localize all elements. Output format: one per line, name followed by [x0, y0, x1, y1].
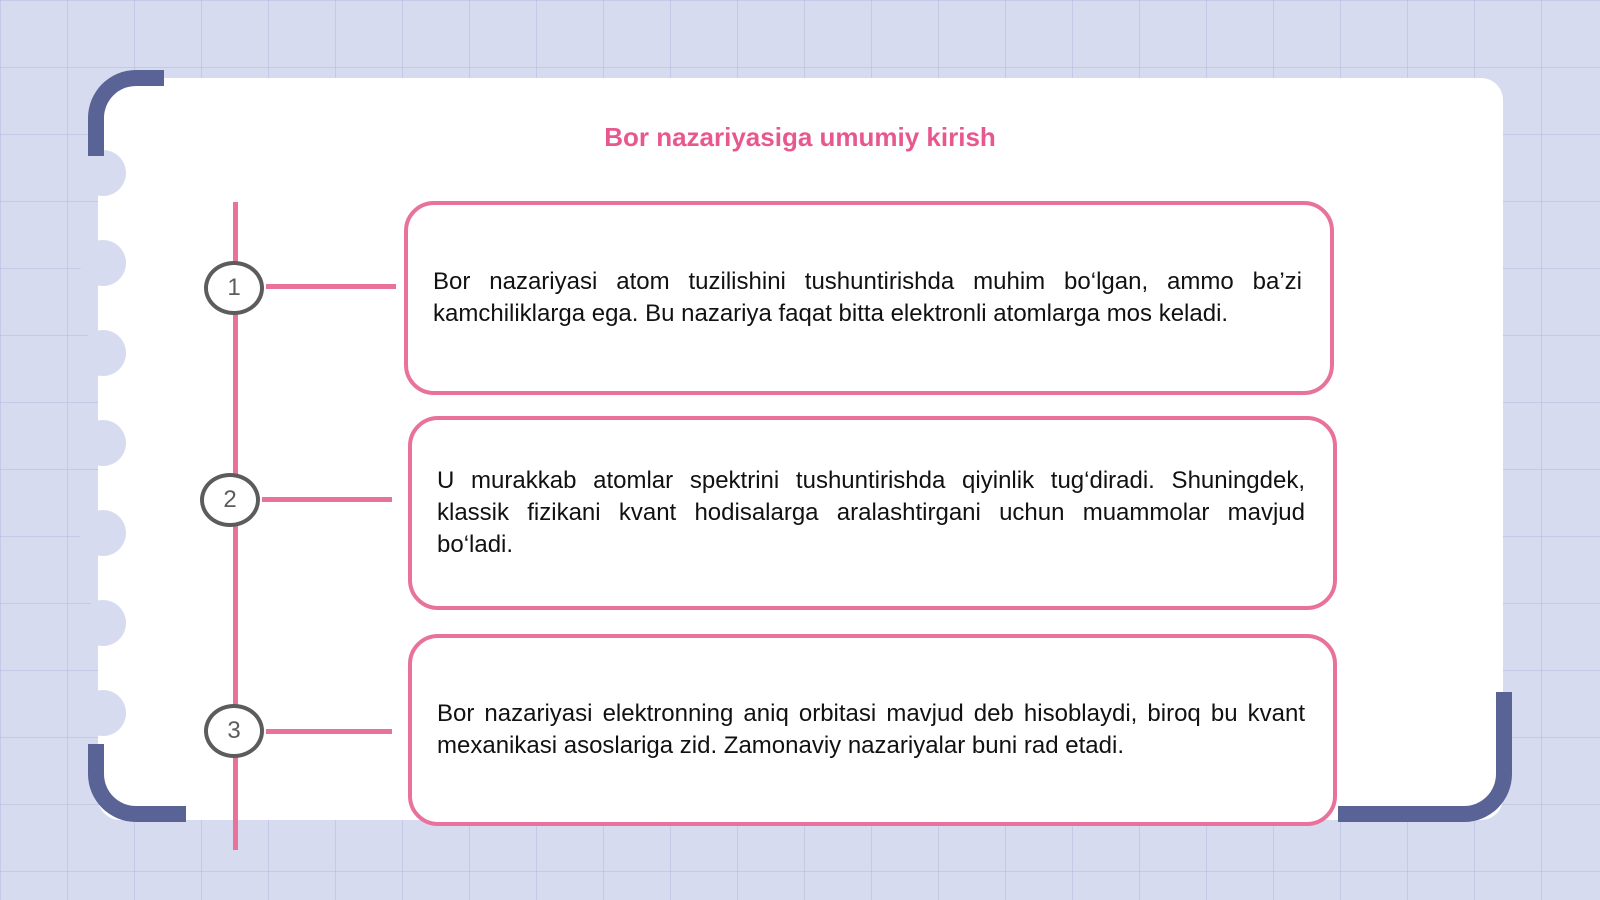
step-text: Bor nazariyasi elektronning aniq orbitasi mavjud deb hisoblaydi, biroq bu kvant mexanikasi asoslariga zid. Zamonaviy nazariyalar buni rad etadi.	[437, 700, 1305, 759]
corner-bracket-top-left	[88, 70, 164, 156]
step-card	[408, 416, 1337, 610]
step-number-badge: 3	[204, 704, 264, 758]
step-card	[408, 634, 1337, 826]
edge-scallop	[80, 150, 126, 196]
step-card	[404, 201, 1334, 395]
step-text: Bor nazariyasi atom tuzilishini tushuntirishda muhim bo‘lgan, ammo ba’zi kamchiliklarga ega. Bu nazariya faqat bitta elektronli atomlarga mos keladi.	[433, 268, 1302, 327]
step-connector	[266, 284, 396, 289]
edge-scallop	[80, 420, 126, 466]
step-number-badge: 1	[204, 261, 264, 315]
edge-scallop	[80, 510, 126, 556]
step-number-badge: 2	[200, 473, 260, 527]
slide-title: Bor nazariyasiga umumiy kirish	[604, 122, 996, 152]
edge-scallop	[80, 600, 126, 646]
edge-scallop	[80, 690, 126, 736]
step-text: U murakkab atomlar spektrini tushuntirishda qiyinlik tug‘diradi. Shuningdek, klassik fizikani kvant hodisalarga aralashtirgani uchun muammolar mavjud bo‘ladi.	[437, 467, 1305, 558]
edge-scallop	[80, 330, 126, 376]
step-connector	[266, 729, 392, 734]
corner-bracket-bottom-right	[1338, 692, 1512, 822]
step-connector	[262, 497, 392, 502]
edge-scallop	[80, 240, 126, 286]
